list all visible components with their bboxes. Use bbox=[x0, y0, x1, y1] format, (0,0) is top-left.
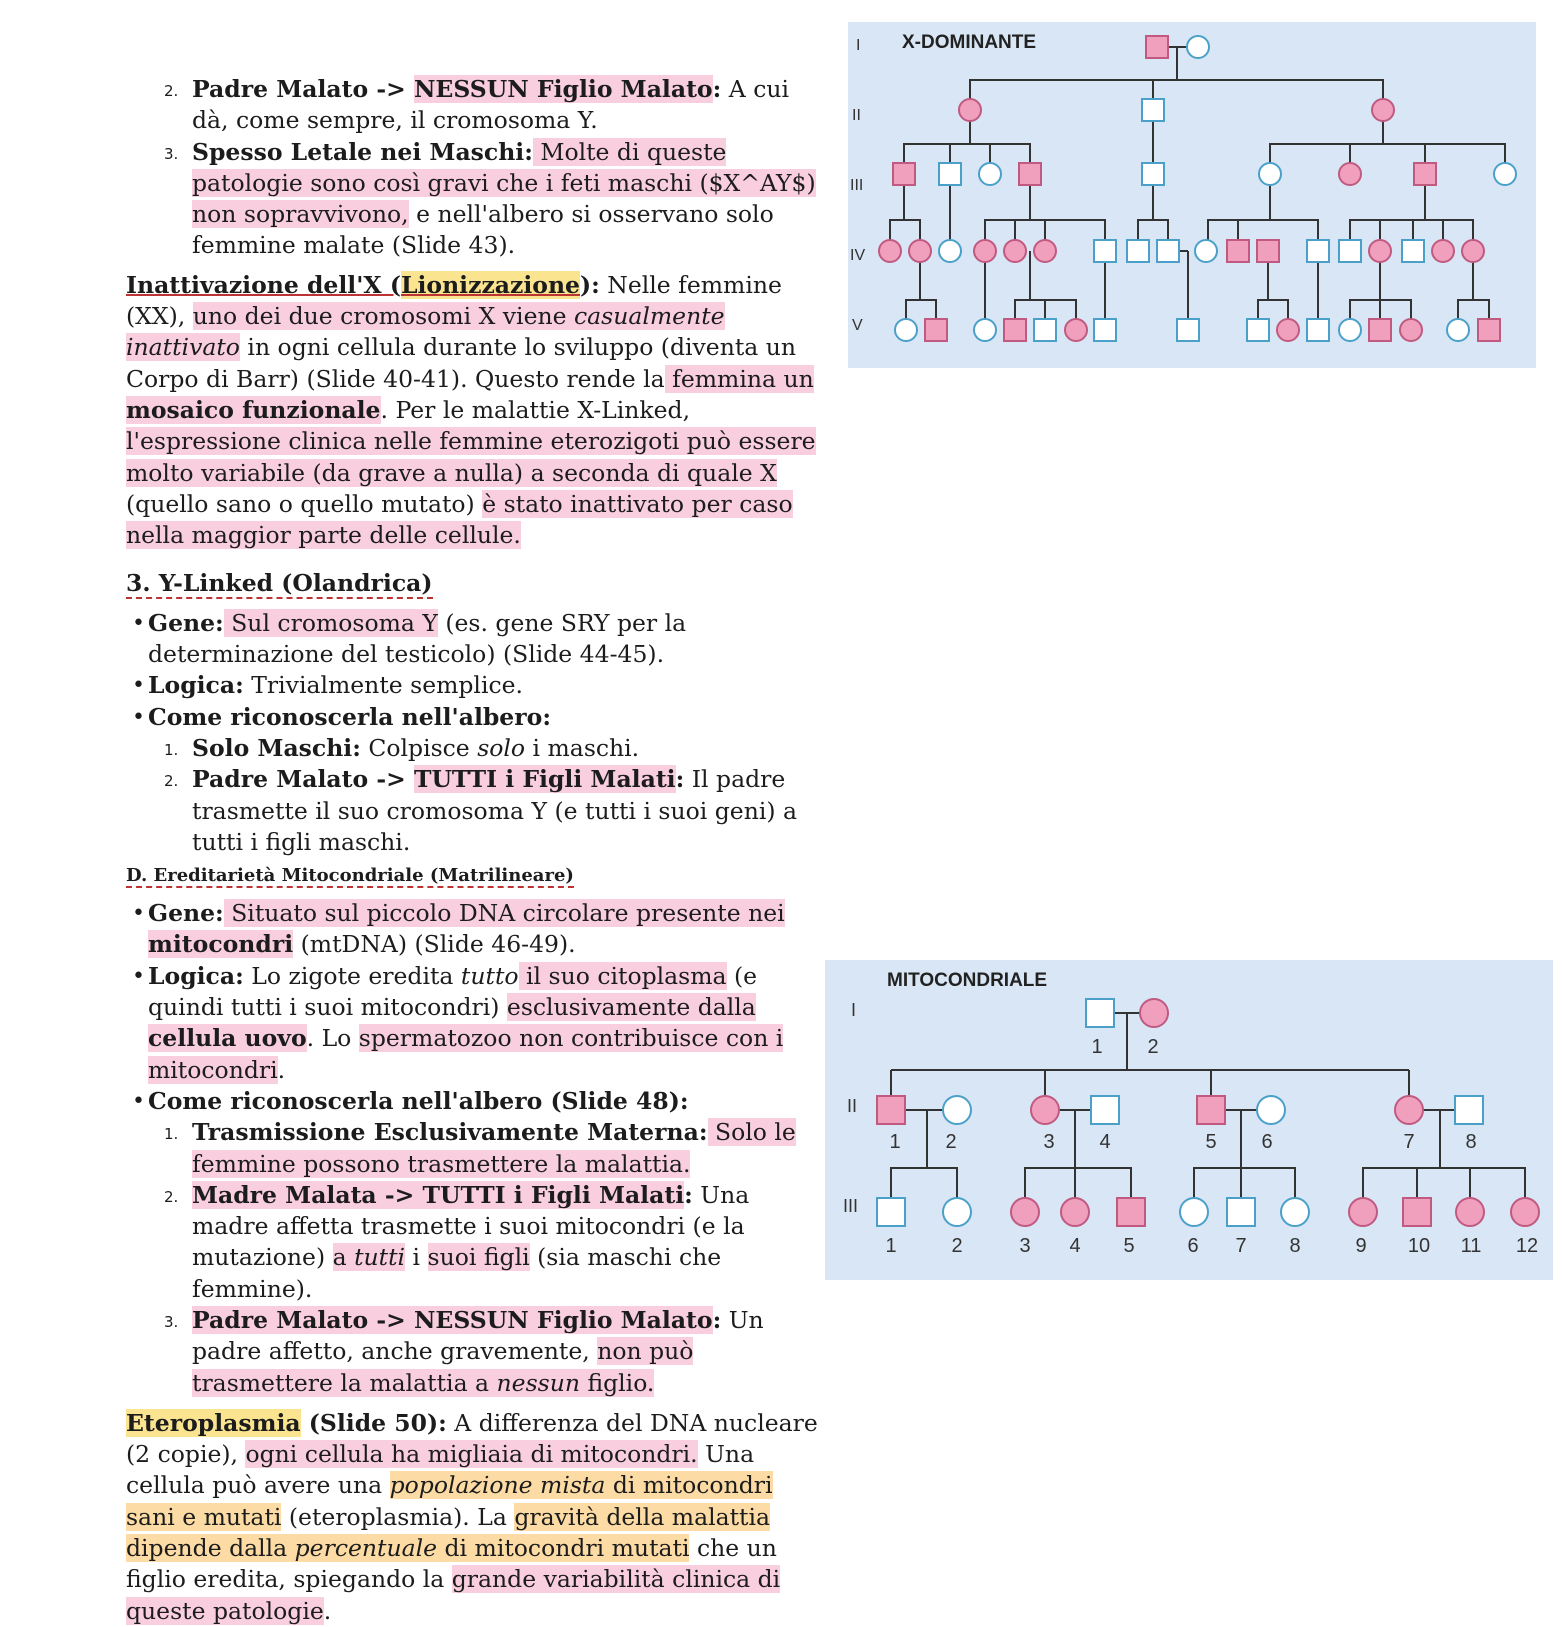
pedigree-mito-svg bbox=[825, 960, 1553, 1280]
figure-title: MITOCONDRIALE bbox=[887, 970, 1048, 991]
pedigree-female bbox=[1349, 1198, 1377, 1226]
y-linked-heading: 3. Y-Linked (Olandrica) bbox=[126, 569, 433, 598]
pedigree-female bbox=[1187, 36, 1209, 58]
pedigree-number: 4 bbox=[1069, 1235, 1081, 1257]
pedigree-number: 5 bbox=[1123, 1235, 1135, 1257]
pedigree-male bbox=[1117, 1198, 1145, 1226]
pedigree-male bbox=[1307, 319, 1329, 341]
pedigree-line bbox=[1440, 1168, 1525, 1198]
pedigree-female bbox=[1456, 1198, 1484, 1226]
list-item: 3. Spesso Letale nei Maschi: Molte di queste patologie sono così gravi che i feti maschi ($X^AY$) non sopravvivono, e nell'albero si osservano solo femmine malate (Slide 43). bbox=[164, 137, 816, 260]
pedigree-female bbox=[1011, 1198, 1039, 1226]
list-item: • Gene: Situato sul piccolo DNA circolare presente nei mitocondri (mtDNA) (Slide 46-49). bbox=[132, 899, 785, 959]
gen-label: III bbox=[850, 177, 864, 194]
bullet: • bbox=[132, 610, 145, 636]
pedigree-number: 1 bbox=[889, 1131, 901, 1153]
pedigree-female bbox=[1031, 1096, 1059, 1124]
gen-label: I bbox=[856, 37, 861, 54]
list-number: 3. bbox=[164, 144, 179, 163]
pedigree-female bbox=[943, 1198, 971, 1226]
list-item: 3. Padre Malato -> NESSUN Figlio Malato: Un padre affetto, anche gravemente, non può trasmettere la malattia a nessun figlio. bbox=[164, 1305, 764, 1397]
pedigree-female bbox=[909, 240, 931, 262]
gen-label: III bbox=[843, 1196, 859, 1216]
pedigree-male bbox=[1307, 240, 1329, 262]
pedigree-line bbox=[1241, 1168, 1295, 1198]
pedigree-line bbox=[1363, 1110, 1440, 1198]
pedigree-female bbox=[1140, 999, 1168, 1027]
list-item: • Gene: Sul cromosoma Y (es. gene SRY per la determinazione del testicolo) (Slide 44-45). bbox=[132, 608, 687, 669]
pedigree-male bbox=[1142, 163, 1164, 185]
pedigree-number: 8 bbox=[1289, 1235, 1301, 1257]
pedigree-female bbox=[1061, 1198, 1089, 1226]
pedigree-male bbox=[1257, 240, 1279, 262]
pedigree-female bbox=[1462, 240, 1484, 262]
pedigree-line bbox=[927, 1168, 957, 1198]
pedigree-female bbox=[939, 240, 961, 262]
pedigree-female bbox=[943, 1096, 971, 1124]
gen-label: II bbox=[852, 107, 861, 124]
pedigree-male bbox=[1004, 319, 1026, 341]
pedigree-male bbox=[1339, 240, 1361, 262]
pedigree-number: 11 bbox=[1460, 1235, 1482, 1257]
pedigree-female bbox=[1339, 163, 1361, 185]
gen-label: II bbox=[847, 1096, 858, 1116]
pedigree-number: 6 bbox=[1261, 1131, 1273, 1153]
bullet: • bbox=[132, 704, 145, 730]
figure-title: X-DOMINANTE bbox=[902, 32, 1037, 53]
pedigree-male bbox=[877, 1198, 905, 1226]
list-item: 1. Solo Maschi: Colpisce solo i maschi. bbox=[164, 733, 640, 762]
pedigree-number: 2 bbox=[951, 1235, 963, 1257]
list-item: • Logica: Lo zigote eredita tutto il suo citoplasma (e quindi tutti i suoi mitocondri) esclusivamente dalla cellula uovo. Lo spermatozoo non contribuisce con i mitocondri. bbox=[132, 961, 784, 1084]
pedigree-female bbox=[1277, 319, 1299, 341]
pedigree-male bbox=[1227, 1198, 1255, 1226]
pedigree-male bbox=[1455, 1096, 1483, 1124]
pedigree-female bbox=[1004, 240, 1026, 262]
pedigree-male bbox=[1197, 1096, 1225, 1124]
list-number: 2. bbox=[164, 82, 179, 100]
pedigree-male bbox=[1177, 319, 1199, 341]
pedigree-number: 7 bbox=[1235, 1235, 1247, 1257]
pedigree-number: 3 bbox=[1019, 1235, 1031, 1257]
gen-label: I bbox=[851, 1000, 857, 1020]
gen-label: IV bbox=[850, 247, 866, 264]
pedigree-number: 3 bbox=[1043, 1131, 1055, 1153]
pedigree-male bbox=[1094, 319, 1116, 341]
pedigree-male bbox=[1369, 319, 1391, 341]
pedigree-female bbox=[1281, 1198, 1309, 1226]
pedigree-female bbox=[879, 240, 901, 262]
bullet: • bbox=[132, 963, 145, 989]
pedigree-male bbox=[1478, 319, 1500, 341]
pedigree-number: 8 bbox=[1465, 1131, 1477, 1153]
pedigree-number: 4 bbox=[1099, 1131, 1111, 1153]
pedigree-female bbox=[1195, 240, 1217, 262]
gen-label: V bbox=[852, 317, 863, 334]
pedigree-male bbox=[1227, 240, 1249, 262]
pedigree-female bbox=[1400, 319, 1422, 341]
pedigree-male bbox=[1414, 163, 1436, 185]
pedigree-female bbox=[1257, 1096, 1285, 1124]
pedigree-male bbox=[1091, 1096, 1119, 1124]
pedigree-number: 2 bbox=[945, 1131, 957, 1153]
bullet: • bbox=[132, 901, 145, 927]
pedigree-number: 10 bbox=[1407, 1235, 1431, 1257]
mito-heading: D. Ereditarietà Mitocondriale (Matrilineare) bbox=[126, 865, 574, 887]
pedigree-male bbox=[1034, 319, 1056, 341]
pedigree-female bbox=[959, 99, 981, 121]
pedigree-number: 1 bbox=[1091, 1036, 1103, 1058]
pedigree-female bbox=[1511, 1198, 1539, 1226]
list-item: • Logica: Trivialmente semplice. bbox=[126, 670, 822, 701]
pedigree-male bbox=[1247, 319, 1269, 341]
pedigree-number: 1 bbox=[885, 1235, 897, 1257]
pedigree-line bbox=[1177, 80, 1383, 110]
pedigree-female bbox=[1034, 240, 1056, 262]
pedigree-mitochondrial bbox=[825, 960, 1553, 1280]
pedigree-female bbox=[1494, 163, 1516, 185]
pedigree-number: 9 bbox=[1355, 1235, 1367, 1257]
pedigree-female bbox=[895, 319, 917, 341]
pedigree-number: 6 bbox=[1187, 1235, 1199, 1257]
list-item: 2. Padre Malato -> NESSUN Figlio Malato: A cui dà, come sempre, il cromosoma Y. bbox=[164, 75, 790, 135]
pedigree-line bbox=[1383, 144, 1505, 174]
pedigree-female bbox=[974, 319, 996, 341]
pedigree-male bbox=[939, 163, 961, 185]
pedigree-female bbox=[1369, 240, 1391, 262]
pedigree-male bbox=[893, 163, 915, 185]
pedigree-male bbox=[1146, 36, 1168, 58]
pedigree-male bbox=[1403, 1198, 1431, 1226]
list-item: 1. Trasmissione Esclusivamente Materna: Solo le femmine possono trasmettere la malattia. bbox=[164, 1118, 796, 1178]
pedigree-number: 12 bbox=[1515, 1235, 1539, 1257]
pedigree-female bbox=[1065, 319, 1087, 341]
bullet: • bbox=[132, 673, 145, 699]
inactivation-paragraph: Inattivazione dell'X (Lionizzazione): Nelle femmine (XX), uno dei due cromosomi X viene casualmente inattivato in ogni cellula durante lo sviluppo (diventa un Corpo di Barr) (Slide 40-41). Questo rende la femmina un mosaico funzionale. Per le malattie X-Linked, l'espressione clinica nelle femmine eterozigoti può essere molto variabile (da grave a nulla) a seconda di quale X (quello sano o quello mutato) è stato inattivato per caso nella maggior parte delle cellule. bbox=[126, 270, 816, 550]
pedigree-number: 5 bbox=[1205, 1131, 1217, 1153]
pedigree-number: 7 bbox=[1403, 1131, 1415, 1153]
pedigree-x-svg bbox=[848, 22, 1536, 368]
pedigree-male bbox=[1019, 163, 1041, 185]
pedigree-female bbox=[1447, 319, 1469, 341]
pedigree-male bbox=[1402, 240, 1424, 262]
pedigree-male bbox=[1127, 240, 1149, 262]
bullet: • bbox=[132, 1088, 145, 1114]
pedigree-line bbox=[1075, 1168, 1131, 1198]
pedigree-female bbox=[1339, 319, 1361, 341]
pedigree-male bbox=[877, 1096, 905, 1124]
pedigree-male bbox=[1094, 240, 1116, 262]
list-item: • Come riconoscerla nell'albero (Slide 48): bbox=[126, 1086, 822, 1117]
pedigree-line bbox=[1270, 121, 1383, 174]
pedigree-male bbox=[1157, 240, 1179, 262]
pedigree-female bbox=[1395, 1096, 1423, 1124]
text-column bbox=[126, 74, 822, 1627]
pedigree-x-dominant bbox=[848, 22, 1536, 368]
pedigree-female bbox=[1259, 163, 1281, 185]
pedigree-number: 2 bbox=[1147, 1036, 1159, 1058]
pedigree-male bbox=[1142, 99, 1164, 121]
pedigree-female bbox=[1372, 99, 1394, 121]
list-item: • Come riconoscerla nell'albero: bbox=[126, 702, 822, 733]
pedigree-female bbox=[1432, 240, 1454, 262]
list-item: 2. Padre Malato -> TUTTI i Figli Malati: Il padre trasmette il suo cromosoma Y (e tutti i suoi geni) a tutti i figli maschi. bbox=[164, 765, 798, 856]
pedigree-male bbox=[925, 319, 947, 341]
pedigree-male bbox=[1086, 999, 1114, 1027]
pedigree-female bbox=[1180, 1198, 1208, 1226]
pedigree-female bbox=[974, 240, 996, 262]
list-item: 2. Madre Malata -> TUTTI i Figli Malati: Una madre affetta trasmette i suoi mitocondri (e la mutazione) a tutti i suoi figli (sia maschi che femmine). bbox=[164, 1180, 750, 1303]
eteroplasmia-paragraph: Eteroplasmia (Slide 50): A differenza del DNA nucleare (2 copie), ogni cellula ha migliaia di mitocondri. Una cellula può avere una popolazione mista di mitocondri sani e mutati (eteroplasmia). La gravità della malattia dipende dalla percentuale di mitocondri mutati che un figlio eredita, spiegando la grande variabilità clinica di queste patologie. bbox=[126, 1408, 818, 1625]
pedigree-female bbox=[979, 163, 1001, 185]
